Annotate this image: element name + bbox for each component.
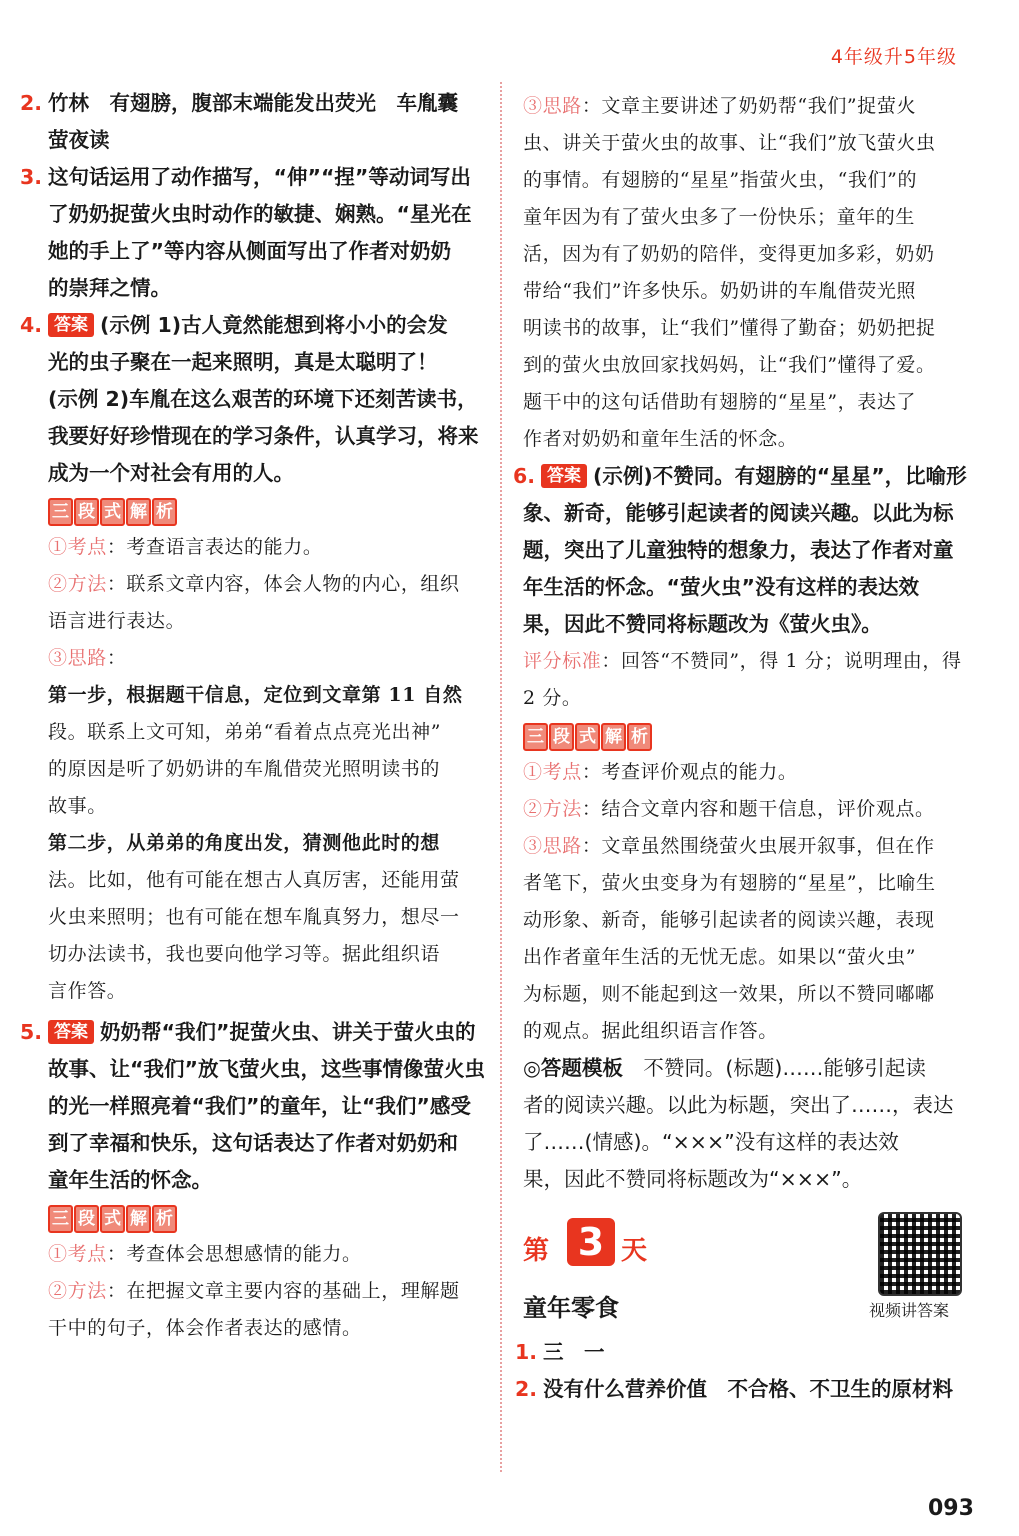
column-divider bbox=[500, 82, 502, 1472]
fangfa-label: ②方法 bbox=[523, 798, 582, 820]
analysis-badge-char: 析 bbox=[627, 723, 652, 751]
q6-silu-2: 出作者童年生活的无忧无虑。如果以“萤火虫” bbox=[523, 946, 917, 968]
q5-silu-4: 带给“我们”许多快乐。奶奶讲的车胤借荧光照 bbox=[523, 280, 917, 302]
q3-number: 3. bbox=[20, 165, 43, 189]
q5-silu-5: 明读书的故事，让“我们”懂得了勤奋；奶奶把捉 bbox=[523, 317, 936, 339]
analysis-badge-char: 三 bbox=[523, 723, 548, 751]
q6-text-0: 象、新奇，能够引起读者的阅读兴趣。以此为标 bbox=[523, 501, 954, 525]
silu-label: ③思路 bbox=[523, 835, 582, 857]
q6-text-1: 题，突出了儿童独特的想象力，表达了作者对童 bbox=[523, 538, 954, 562]
template-label: ◎答题模板 bbox=[523, 1056, 623, 1080]
q4-step-2: 的原因是听了奶奶讲的车胤借荧光照明读书的 bbox=[48, 758, 441, 780]
day-suffix: 天 bbox=[621, 1236, 648, 1266]
q5-section-header bbox=[20, 1199, 482, 1236]
q6-silu-4: 的观点。据此组织语言作答。 bbox=[523, 1020, 778, 1042]
q5-silu-0: 虫、讲关于萤火虫的故事、让“我们”放飞萤火虫 bbox=[523, 132, 936, 154]
ans2-text: 没有什么营养价值 不合格、不卫生的原材料 bbox=[543, 1377, 953, 1401]
q5-silu-6: 到的萤火虫放回家找妈妈，让“我们”懂得了爱。 bbox=[523, 354, 936, 376]
analysis-badge bbox=[48, 498, 178, 522]
q5-line bbox=[20, 1014, 482, 1051]
q4-section-header bbox=[20, 492, 482, 529]
q4-fangfa-cont: 语言进行表达。 bbox=[48, 610, 186, 632]
ans1-number: 1. bbox=[515, 1340, 538, 1364]
grade-label: 4年级升5年级 bbox=[830, 46, 957, 68]
fangfa-label: ②方法 bbox=[48, 573, 107, 595]
answer-tag: 答案 bbox=[541, 464, 587, 488]
analysis-badge-char: 式 bbox=[100, 1205, 125, 1233]
q6-text-3: 果，因此不赞同将标题改为《萤火虫》。 bbox=[523, 612, 882, 636]
q6-kaodian: ①考点：考查评价观点的能力。 bbox=[523, 761, 798, 783]
answer-tag: 答案 bbox=[48, 1020, 94, 1044]
q6-fangfa: ②方法：结合文章内容和题干信息，评价观点。 bbox=[523, 798, 935, 820]
day-number-badge: 3 bbox=[567, 1218, 615, 1266]
q4-text-3: 成为一个对社会有用的人。 bbox=[48, 461, 294, 485]
silu-label: ③思路 bbox=[48, 647, 107, 669]
q6-template-0: 者的阅读兴趣。以此为标题，突出了……，表达 bbox=[523, 1093, 954, 1117]
q5-kaodian: ①考点：考查体会思想感情的能力。 bbox=[48, 1243, 362, 1265]
q4-text-first: (示例 1)古人竟然能想到将小小的会发 bbox=[100, 313, 448, 337]
analysis-badge-char: 段 bbox=[74, 1205, 99, 1233]
q4-kaodian: ①考点：考查语言表达的能力。 bbox=[48, 536, 323, 558]
page-number: 093 bbox=[928, 1496, 974, 1521]
analysis-badge-char: 解 bbox=[126, 1205, 151, 1233]
q6-template-1: 了……(情感)。“×××”没有这样的表达效 bbox=[523, 1130, 899, 1154]
q6-text-2: 年生活的怀念。“萤火虫”没有这样的表达效 bbox=[523, 575, 919, 599]
q6-silu-3: 为标题，则不能起到这一效果，所以不赞同嘟嘟 bbox=[523, 983, 935, 1005]
analysis-badge-char: 解 bbox=[126, 498, 151, 526]
q6-section-header bbox=[523, 717, 963, 754]
answer-tag: 答案 bbox=[48, 313, 94, 337]
q5-text-1: 的光一样照亮着“我们”的童年，让“我们”感受 bbox=[48, 1094, 471, 1118]
analysis-badge-char: 解 bbox=[601, 723, 626, 751]
q4-text-2: 我要好好珍惜现在的学习条件，认真学习，将来 bbox=[48, 424, 479, 448]
q6-line bbox=[513, 458, 967, 495]
q4-step-5: 法。比如，他有可能在想古人真厉害，还能用萤 bbox=[48, 869, 460, 891]
lesson-title: 童年零食 bbox=[523, 1294, 619, 1322]
analysis-badge-char: 析 bbox=[152, 1205, 177, 1233]
analysis-badge bbox=[48, 1205, 178, 1229]
analysis-badge-char: 式 bbox=[100, 498, 125, 526]
kaodian-label: ①考点 bbox=[48, 1243, 107, 1265]
ans2-number: 2. bbox=[515, 1377, 538, 1401]
q6-silu: ③思路：文章虽然围绕萤火虫展开叙事，但在作 bbox=[523, 835, 935, 857]
q6-silu-1: 动形象、新奇，能够引起读者的阅读兴趣，表现 bbox=[523, 909, 935, 931]
q4-step-1: 段。联系上文可知，弟弟“看着点点亮光出神” bbox=[48, 721, 442, 743]
q4-step-4: 第二步，从弟弟的角度出发，猜测他此时的想 bbox=[48, 832, 441, 854]
left-column bbox=[20, 85, 485, 1347]
kaodian-label: ①考点 bbox=[48, 536, 107, 558]
q3-text-0: 这句话运用了动作描写，“伸”“捏”等动词写出 bbox=[48, 165, 471, 189]
analysis-badge-char: 式 bbox=[575, 723, 600, 751]
q4-fangfa: ②方法：联系文章内容，体会人物的内心，组织 bbox=[48, 573, 460, 595]
ans2-line bbox=[515, 1371, 963, 1408]
q5-text-3: 童年生活的怀念。 bbox=[48, 1168, 212, 1192]
kaodian-label: ①考点 bbox=[523, 761, 582, 783]
q5-text-0: 故事、让“我们”放飞萤火虫，这些事情像萤火虫 bbox=[48, 1057, 485, 1081]
q4-number: 4. bbox=[20, 313, 43, 337]
q4-step-7: 切办法读书，我也要向他学习等。据此组织语 bbox=[48, 943, 441, 965]
analysis-badge-char: 三 bbox=[48, 1205, 73, 1233]
q5-silu-8: 作者对奶奶和童年生活的怀念。 bbox=[523, 428, 798, 450]
q6-text-first: (示例)不赞同。有翅膀的“星星”，比喻形 bbox=[593, 464, 967, 488]
q5-silu-2: 童年因为有了萤火虫多了一份快乐；童年的生 bbox=[523, 206, 916, 228]
q2-line bbox=[20, 85, 482, 122]
q4-step-8: 言作答。 bbox=[48, 980, 127, 1002]
q4-silu: ③思路： bbox=[48, 647, 127, 669]
analysis-badge-char: 三 bbox=[48, 498, 73, 526]
q6-template: ◎答题模板 不赞同。(标题)……能够引起读 bbox=[523, 1056, 926, 1080]
q5-silu: ③思路：文章主要讲述了奶奶帮“我们”捉萤火 bbox=[523, 95, 917, 117]
q6-number: 6. bbox=[513, 464, 536, 488]
q6-score: 评分标准：回答“不赞同”，得 1 分；说明理由，得 bbox=[523, 650, 962, 672]
q2-answer-cont: 萤夜读 bbox=[48, 128, 110, 152]
q6-score-cont: 2 分。 bbox=[523, 687, 582, 709]
analysis-badge-char: 析 bbox=[152, 498, 177, 526]
analysis-badge-char: 段 bbox=[549, 723, 574, 751]
q4-text-0: 光的虫子聚在一起来照明，真是太聪明了！ bbox=[48, 350, 438, 374]
q2-number: 2. bbox=[20, 91, 43, 115]
q3-text-3: 的崇拜之情。 bbox=[48, 276, 171, 300]
score-label: 评分标准 bbox=[523, 650, 602, 672]
q5-number: 5. bbox=[20, 1020, 43, 1044]
q5-silu-1: 的事情。有翅膀的“星星”指萤火虫，“我们”的 bbox=[523, 169, 918, 191]
qr-label: 视频讲答案 bbox=[869, 1301, 950, 1320]
right-column bbox=[513, 88, 967, 1408]
q3-line bbox=[20, 159, 482, 196]
day-prefix: 第 bbox=[523, 1236, 550, 1266]
silu-label: ③思路 bbox=[523, 95, 582, 117]
q6-silu-0: 者笔下，萤火虫变身为有翅膀的“星星”，比喻生 bbox=[523, 872, 936, 894]
q5-fangfa: ②方法：在把握文章主要内容的基础上，理解题 bbox=[48, 1280, 460, 1302]
q3-text-2: 她的手上了”等内容从侧面写出了作者对奶奶 bbox=[48, 239, 451, 263]
analysis-badge-char: 段 bbox=[74, 498, 99, 526]
q2-answer: 竹林 有翅膀，腹部末端能发出荧光 车胤囊 bbox=[48, 91, 458, 115]
ans1-text: 三 一 bbox=[543, 1340, 605, 1364]
q5-text-2: 到了幸福和快乐，这句话表达了作者对奶奶和 bbox=[48, 1131, 458, 1155]
q4-step-0: 第一步，根据题干信息，定位到文章第 11 自然 bbox=[48, 684, 463, 706]
q4-text-1: (示例 2)车胤在这么艰苦的环境下还刻苦读书， bbox=[48, 387, 478, 411]
q4-step-3: 故事。 bbox=[48, 795, 107, 817]
q3-text-1: 了奶奶捉萤火虫时动作的敏捷、娴熟。“星光在 bbox=[48, 202, 472, 226]
q5-fangfa-cont: 干中的句子，体会作者表达的感情。 bbox=[48, 1317, 362, 1339]
q5-silu-7: 题干中的这句话借助有翅膀的“星星”，表达了 bbox=[523, 391, 917, 413]
qr-code-icon[interactable] bbox=[878, 1212, 962, 1296]
q4-step-6: 火虫来照明；也有可能在想车胤真努力，想尽一 bbox=[48, 906, 460, 928]
q4-line bbox=[20, 307, 482, 344]
analysis-badge bbox=[523, 723, 653, 747]
q5-text-first: 奶奶帮“我们”捉萤火虫、讲关于萤火虫的 bbox=[100, 1020, 476, 1044]
q6-template-2: 果，因此不赞同将标题改为“×××”。 bbox=[523, 1167, 863, 1191]
fangfa-label: ②方法 bbox=[48, 1280, 107, 1302]
q5-silu-3: 活，因为有了奶奶的陪伴，变得更加多彩，奶奶 bbox=[523, 243, 935, 265]
ans1-line bbox=[515, 1334, 963, 1371]
